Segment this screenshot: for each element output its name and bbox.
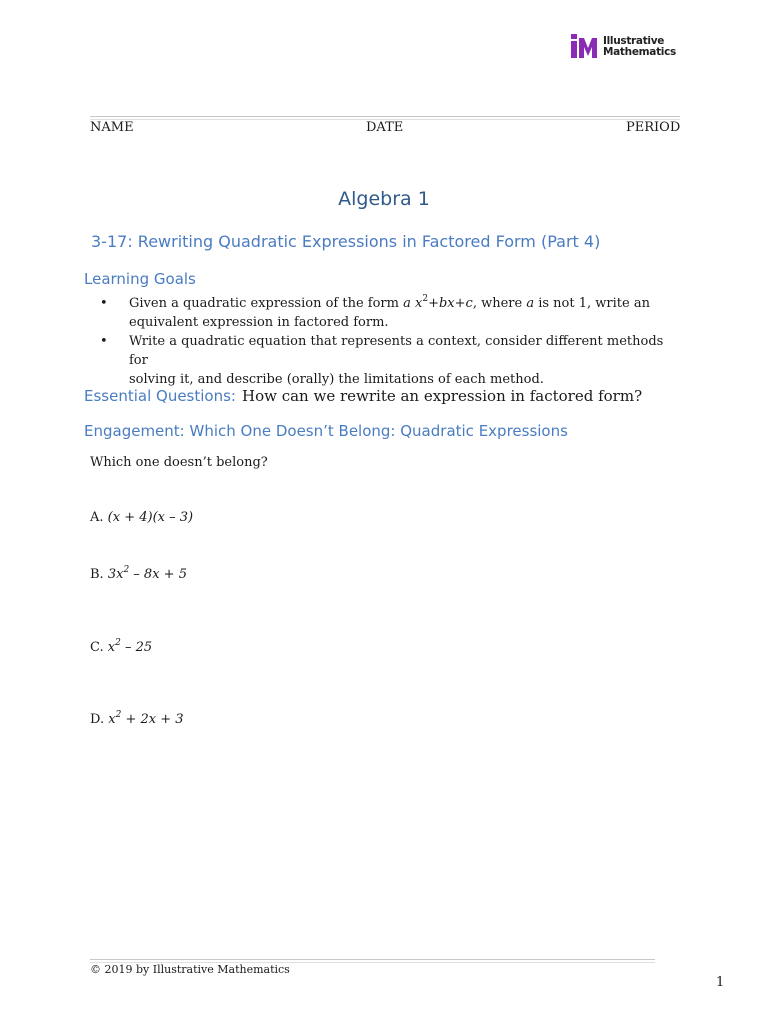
learning-goal-2-line-2: solving it, and describe (orally) the limitations of each method. <box>129 372 544 387</box>
lesson-title: 3-17: Rewriting Quadratic Expressions in Factored Form (Part 4) <box>91 232 601 251</box>
choice-d <box>90 712 184 727</box>
page-number: 1 <box>716 975 725 990</box>
engagement-heading: Engagement: Which One Doesn’t Belong: Quadratic Expressions <box>84 422 568 440</box>
learning-goal-1 <box>100 294 680 332</box>
choice-b-letter: B. <box>90 567 104 582</box>
bullet-icon: • <box>100 296 108 311</box>
period-field-label: PERIOD <box>626 120 681 135</box>
essential-questions-label: Essential Questions: <box>84 387 236 405</box>
footer-rule-top <box>90 959 655 960</box>
choice-c <box>90 640 152 655</box>
logo-line-2: Mathematics <box>603 46 676 58</box>
learning-goals-heading: Learning Goals <box>84 270 196 288</box>
essential-questions <box>84 387 642 405</box>
learning-goal-2 <box>100 332 680 389</box>
engagement-prompt: Which one doesn’t belong? <box>90 455 268 470</box>
course-title: Algebra 1 <box>338 188 430 210</box>
learning-goal-1-line-1: Given a quadratic expression of the form a $x^2+bx+c$, where a is not 1, write an <box>129 294 650 311</box>
header-rule-top <box>90 116 680 117</box>
name-field-label: NAME <box>90 120 134 135</box>
im-logo-mark-icon <box>569 34 599 60</box>
choice-a-expression: (x + 4)(x – 3) <box>107 510 194 525</box>
learning-goal-2-line-1: Write a quadratic equation that represents a context, consider different methods for <box>129 334 664 368</box>
choice-a <box>90 510 193 525</box>
logo-line-1: Illustrative <box>603 35 665 47</box>
choice-b <box>90 567 187 582</box>
choice-d-expression: $x^2 + 2x + 3$ <box>108 710 184 727</box>
choice-c-expression: $x^2 - 25$ <box>107 638 153 655</box>
learning-goal-1-line-2: equivalent expression in factored form. <box>129 315 389 330</box>
choice-a-letter: A. <box>90 510 104 525</box>
essential-question-text: How can we rewrite an expression in factored form? <box>241 387 643 405</box>
choice-b-expression: $3x^2 - 8x + 5$ <box>107 565 187 582</box>
date-field-label: DATE <box>366 120 404 135</box>
choice-c-letter: C. <box>90 640 104 655</box>
illustrative-mathematics-logo <box>569 33 676 61</box>
logo-wordmark <box>603 36 676 58</box>
learning-goals-list <box>100 294 680 389</box>
copyright-notice: © 2019 by Illustrative Mathematics <box>90 963 290 976</box>
bullet-icon: • <box>100 334 108 349</box>
choice-d-letter: D. <box>90 712 105 727</box>
